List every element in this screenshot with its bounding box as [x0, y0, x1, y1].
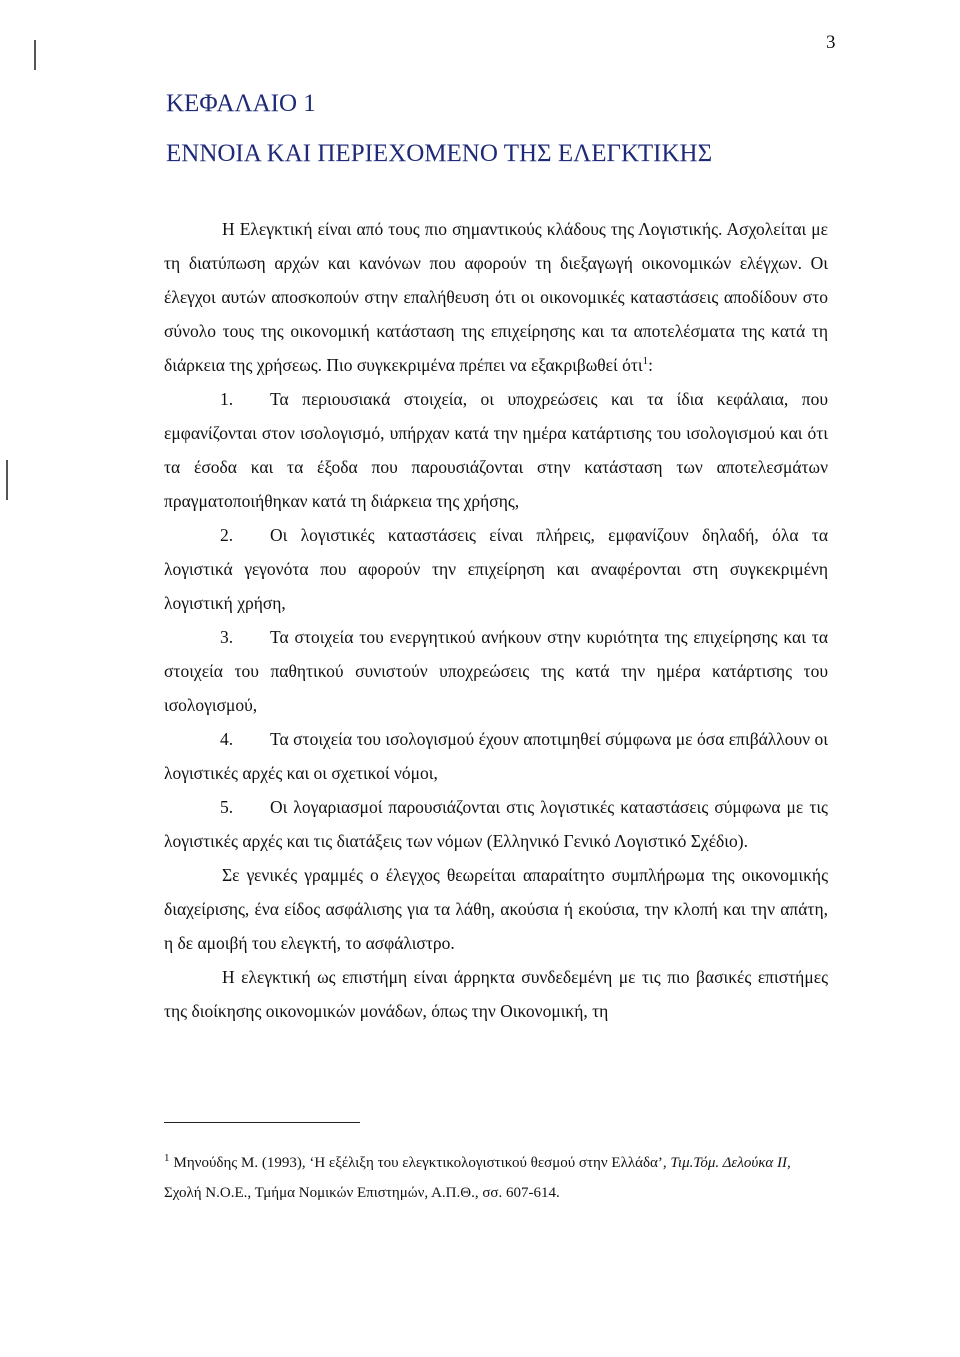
- list-item: [164, 382, 828, 518]
- chapter-label: ΚΕΦΑΛΑΙΟ 1: [166, 90, 316, 117]
- list-item-text: Οι λογιστικές καταστάσεις είναι πλήρεις, εμφανίζουν δηλαδή, όλα τα λογιστικά γεγονότα που αφορούν την επιχείρηση και αναφέρονται στη συγκεκριμένη λογιστική χρήση,: [164, 525, 828, 613]
- list-item: [164, 722, 828, 790]
- list-item-number: 5.: [220, 797, 234, 817]
- intro-paragraph: [164, 212, 828, 382]
- scan-edge-mark: [6, 460, 8, 500]
- intro-text: Η Ελεγκτική είναι από τους πιο σημαντικούς κλάδους της Λογιστικής. Ασχολείται με τη διατύπωση αρχών και κανόνων που αφορούν τη διεξαγωγή οικονομικών ελέγχων. Οι έλεγχοι αυτών αποσκοπούν στην επαλήθευση ότι οι οικονομικές καταστάσεις αποδίδουν στο σύνολο τους της οικονομική κατάσταση της επιχείρησης και τα αποτελέσματα της κατά τη διάρκεια της χρήσεως. Πιο συγκεκριμένα πρέπει να εξακριβωθεί ότι: [164, 219, 828, 375]
- footnote-mark: 1: [164, 1152, 170, 1164]
- paragraph: Η ελεγκτική ως επιστήμη είναι άρρηκτα συνδεδεμένη με τις πιο βασικές επιστήμες της διοίκησης οικονομικών μονάδων, όπως την Οικονομική, τη: [164, 967, 828, 1021]
- footnote: [164, 1148, 828, 1208]
- list-item-number: 4.: [220, 729, 234, 749]
- footnote-italic-text: Τιμ.Τόμ. Δελούκα ΙΙ,: [670, 1155, 791, 1171]
- list-item-text: Τα στοιχεία του ενεργητικού ανήκουν στην κυριότητα της επιχείρησης και τα στοιχεία του παθητικού συνιστούν υποχρεώσεις της κατά την ημέρα κατάρτισης του ισολογισμού,: [164, 627, 828, 715]
- scan-edge-mark: [34, 40, 36, 70]
- list-item: [164, 620, 828, 722]
- paragraph: Σε γενικές γραμμές ο έλεγχος θεωρείται απαραίτητο συμπλήρωμα της οικονομικής διαχείρισης, ένα είδος ασφάλισης για τα λάθη, ακούσια ή εκούσια, την κλοπή και την απάτη, η δε αμοιβή του ελεγκτή, το ασφάλιστρο.: [164, 865, 828, 953]
- list-item-number: 1.: [220, 389, 234, 409]
- intro-tail: :: [648, 355, 653, 375]
- footnote-source: Σχολή Ν.Ο.Ε., Τμήμα Νομικών Επιστημών, Α.Π.Θ., σσ. 607-614.: [164, 1185, 560, 1201]
- list-item-number: 3.: [220, 627, 234, 647]
- list-item: [164, 790, 828, 858]
- list-item-text: Τα στοιχεία του ισολογισμού έχουν αποτιμηθεί σύμφωνα με όσα επιβάλλουν οι λογιστικές αρχές και οι σχετικοί νόμοι,: [164, 729, 828, 783]
- body-text: [164, 212, 828, 1028]
- list-item-text: Τα περιουσιακά στοιχεία, οι υποχρεώσεις και τα ίδια κεφάλαια, που εμφανίζονται στον ισολογισμό, υπήρχαν κατά την ημέρα κατάρτισης του ισολογισμού και ότι τα έσοδα και τα έξοδα που παρουσιάζονται στην κατάσταση των αποτελεσμάτων πραγματοποιήθηκαν κατά τη διάρκεια της χρήσης,: [164, 389, 828, 511]
- list-item-number: 2.: [220, 525, 234, 545]
- list-item: [164, 518, 828, 620]
- chapter-title: ΕΝΝΟΙΑ ΚΑΙ ΠΕΡΙΕΧΟΜΕΝΟ ΤΗΣ ΕΛΕΓΚΤΙΚΗΣ: [166, 140, 713, 167]
- list-item-text: Οι λογαριασμοί παρουσιάζονται στις λογιστικές καταστάσεις σύμφωνα με τις λογιστικές αρχές και τις διατάξεις των νόμων (Ελληνικό Γενικό Λογιστικό Σχέδιο).: [164, 797, 828, 851]
- page-number: 3: [826, 32, 836, 53]
- footnote-divider: [164, 1122, 360, 1123]
- footnote-text: Μηνούδης Μ. (1993), ‘Η εξέλιξη του ελεγκτικολογιστικού θεσμού στην Ελλάδα’,: [173, 1155, 667, 1171]
- footnote-reference: 1: [642, 355, 649, 368]
